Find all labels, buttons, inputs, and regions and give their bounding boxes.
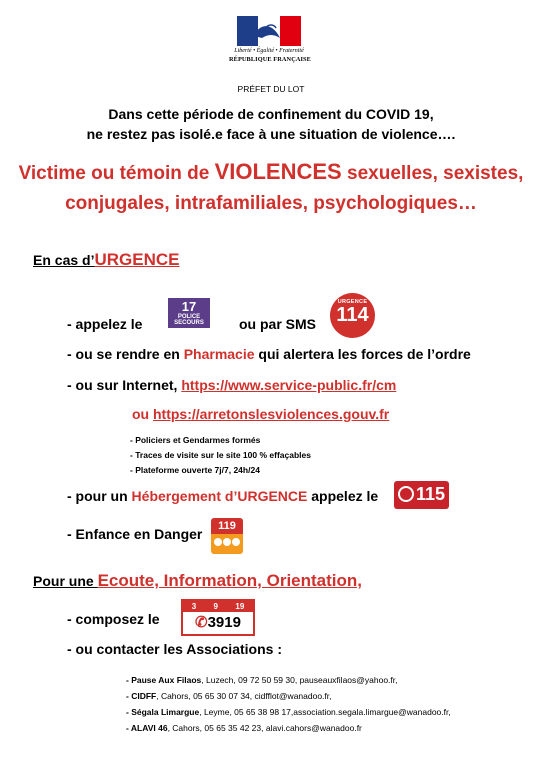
- association-item: [126, 704, 451, 720]
- samu-social-115-badge: [394, 481, 449, 509]
- pharmacie-word: Pharmacie: [183, 346, 255, 362]
- republic-name: RÉPUBLIQUE FRANÇAISE: [229, 56, 311, 63]
- victime-pre: Victime ou témoin de: [18, 163, 215, 184]
- b17-text: POLICE SECOURS: [174, 314, 204, 326]
- b115-number: 115: [416, 484, 446, 504]
- urgence-heading: [33, 250, 179, 270]
- internet-line: [67, 377, 396, 393]
- pharmacie-line: [67, 346, 471, 362]
- phone-icon: ✆: [195, 614, 208, 631]
- enfance-119-badge: [211, 518, 243, 554]
- motto-text: Liberté • Égalité • Fraternité: [234, 48, 304, 54]
- b17-number: 17: [181, 299, 197, 314]
- b3919-digit: 9: [213, 602, 218, 611]
- feature-item: - Traces de visite sur le site 100 % effaçables: [130, 450, 311, 460]
- b114-label: URGENCE: [337, 299, 368, 305]
- feature-item: - Plateforme ouverte 7j/7, 24h/24: [130, 465, 260, 475]
- appelez-label: - appelez le: [67, 316, 143, 332]
- violences-femmes-3919-badge: [181, 599, 255, 636]
- b3919-number: 3919: [207, 614, 241, 631]
- arretonslesviolences-link[interactable]: https://arretonslesviolences.gouv.fr: [153, 406, 390, 422]
- features-list: [130, 433, 311, 478]
- association-details: , Luzech, 09 72 50 59 30, pauseauxfilaos@yahoo.fr,: [201, 675, 398, 685]
- ecoute-words: Ecoute, Information, Orientation,: [97, 571, 363, 590]
- hebergement-line: [67, 488, 378, 504]
- victime-line-2: conjugales, intrafamiliales, psychologiques…: [65, 193, 477, 214]
- hebergement-post: appelez le: [307, 488, 379, 504]
- ecoute-heading: [33, 571, 362, 591]
- b3919-digit: 3: [191, 602, 197, 611]
- association-details: , Cahors, 05 65 30 07 34, cidfflot@wanadoo.fr,: [156, 691, 332, 701]
- service-public-link[interactable]: https://www.service-public.fr/cm: [181, 377, 397, 393]
- association-name: - Ségala Limargue: [126, 707, 200, 717]
- associations-list: [126, 672, 451, 736]
- urgence-114-badge: [330, 293, 375, 338]
- victime-heading: [0, 157, 542, 219]
- ou-label: ou: [132, 406, 153, 422]
- link2-line: [132, 406, 389, 422]
- association-details: , Cahors, 05 65 35 42 23, alavi.cahors@wanadoo.fr: [167, 723, 362, 733]
- urgence-prefix: En cas d’: [33, 252, 95, 268]
- association-item: [126, 672, 451, 688]
- association-item: [126, 720, 451, 736]
- french-flag-icon: [237, 16, 301, 46]
- hebergement-pre: - pour un: [67, 488, 132, 504]
- b3919-digit: 19: [235, 602, 245, 611]
- violences-word: VIOLENCES: [214, 159, 342, 184]
- intro-line-1: Dans cette période de confinement du COVID 19,: [108, 106, 434, 122]
- internet-pre: - ou sur Internet,: [67, 377, 182, 393]
- republique-francaise-logo: [229, 16, 309, 72]
- urgence-word: URGENCE: [94, 250, 180, 269]
- contacter-label: - ou contacter les Associations :: [67, 641, 282, 657]
- pharmacie-pre: - ou se rendre en: [67, 346, 184, 362]
- marianne-icon: [252, 22, 282, 40]
- feature-item: - Policiers et Gendarmes formés: [130, 435, 261, 445]
- prefet-label: PRÉFET DU LOT: [237, 84, 305, 94]
- intro-line-2: ne restez pas isolé.e face à une situation de violence….: [86, 126, 456, 142]
- association-name: - Pause Aux Filaos: [126, 675, 202, 685]
- association-name: - CIDFF: [126, 691, 157, 701]
- association-details: , Leyme, 05 65 38 98 17,association.segala.limargue@wanadoo.fr,: [199, 707, 451, 717]
- police-17-badge: [168, 298, 210, 328]
- enfance-label: - Enfance en Danger: [67, 526, 203, 542]
- ecoute-prefix: Pour une: [33, 573, 98, 589]
- children-icon: [211, 534, 243, 554]
- sms-label: ou par SMS: [239, 316, 317, 332]
- phone-circle-icon: [398, 486, 414, 502]
- pharmacie-post: qui alertera les forces de l’ordre: [254, 346, 471, 362]
- association-name: - ALAVI 46: [126, 723, 168, 733]
- victime-post: sexuelles, sexistes,: [341, 163, 524, 184]
- b119-number: 119: [211, 518, 243, 534]
- b3919-digits: [183, 601, 253, 612]
- association-item: [126, 688, 451, 704]
- composez-label: - composez le: [67, 611, 160, 627]
- b114-number: 114: [336, 304, 369, 326]
- hebergement-word: Hébergement d’URGENCE: [131, 488, 308, 504]
